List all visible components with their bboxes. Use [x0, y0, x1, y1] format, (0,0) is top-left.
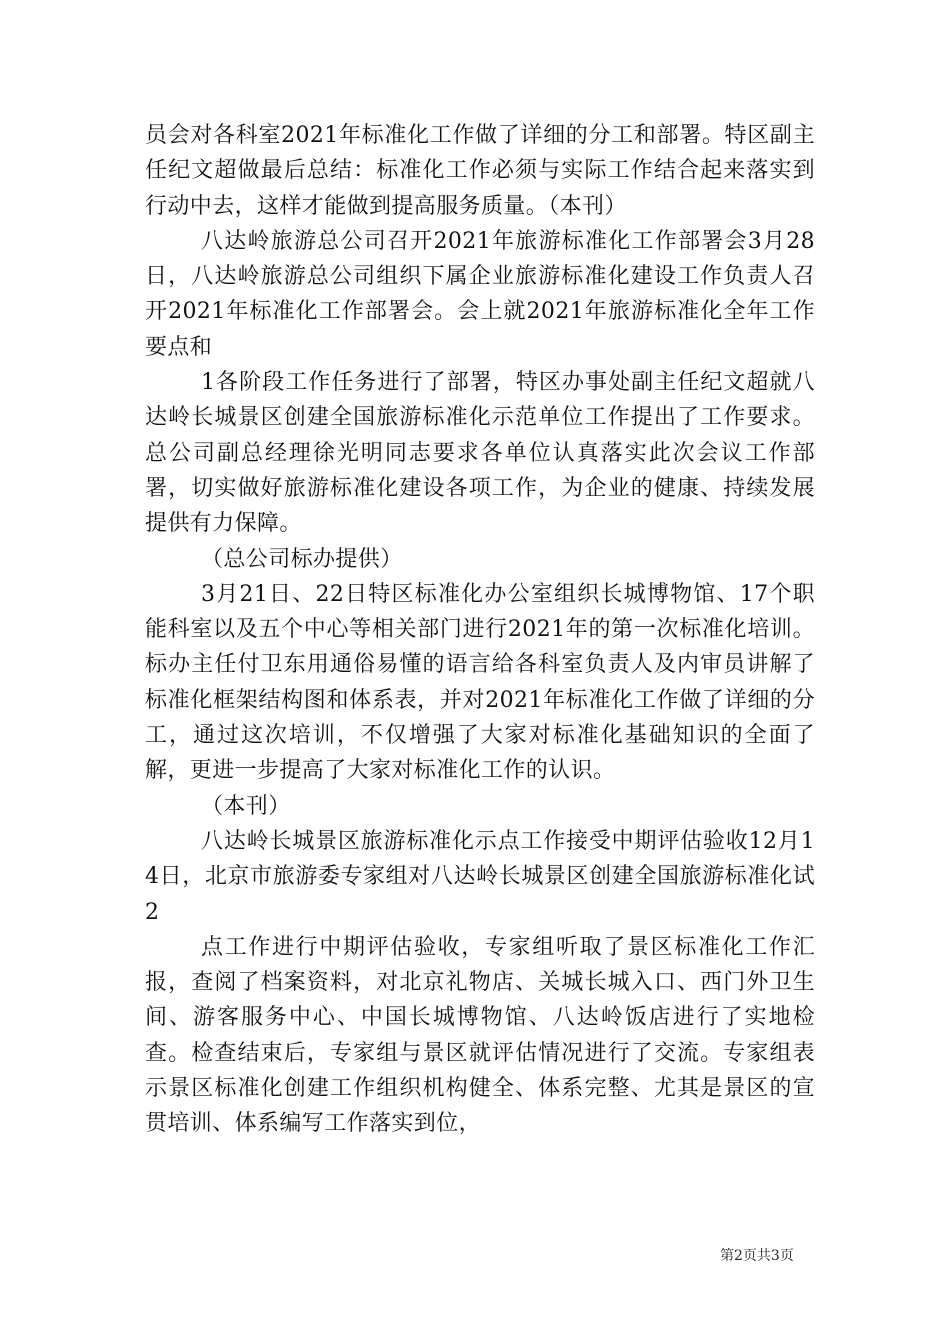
paragraph: 点工作进行中期评估验收，专家组听取了景区标准化工作汇报，查阅了档案资料，对北京礼物店、关城长城入口、西门外卫生间、游客服务中心、中国长城博物馆、八达岭饭店进行了实地检查。检查结束后，专家组与景区就评估情况进行了交流。专家组表示景区标准化创建工作组织机构健全、体系完整、尤其是景区的宣贯培训、体系编写工作落实到位，: [145, 934, 815, 1137]
paragraph: 1各阶段工作任务进行了部署，特区办事处副主任纪文超就八达岭长城景区创建全国旅游标准化示范单位工作提出了工作要求。总公司副总经理徐光明同志要求各单位认真落实此次会议工作部署，切实做好旅游标准化建设各项工作，为企业的健康、持续发展提供有力保障。: [145, 370, 815, 537]
paragraph: 3月21日、22日特区标准化办公室组织长城博物馆、17个职能科室以及五个中心等相关部门进行2021年的第一次标准化培训。标办主任付卫东用通俗易懂的语言给各科室负责人及内审员讲解了标准化框架结构图和体系表，并对2021年标准化工作做了详细的分工，通过这次培训，不仅增强了大家对标准化基础知识的全面了解，更进一步提高了大家对标准化工作的认识。: [145, 581, 815, 784]
paragraph: 八达岭长城景区旅游标准化示点工作接受中期评估验收12月14日，北京市旅游委专家组对八达岭长城景区创建全国旅游标准化试2: [145, 828, 815, 925]
document-body: [145, 118, 815, 1142]
paragraph: 员会对各科室2021年标准化工作做了详细的分工和部署。特区副主任纪文超做最后总结：标准化工作必须与实际工作结合起来落实到行动中去，这样才能做到提高服务质量。（本刊）: [145, 123, 815, 219]
source-credit: （本刊）: [201, 793, 291, 819]
source-credit: （总公司标办提供）: [201, 546, 403, 572]
page-number-footer: 第2页共3页: [720, 1248, 794, 1264]
paragraph: 八达岭旅游总公司召开2021年旅游标准化工作部署会3月28日，八达岭旅游总公司组织下属企业旅游标准化建设工作负责人召开2021年标准化工作部署会。会上就2021年旅游标准化全年工作要点和: [145, 228, 815, 360]
